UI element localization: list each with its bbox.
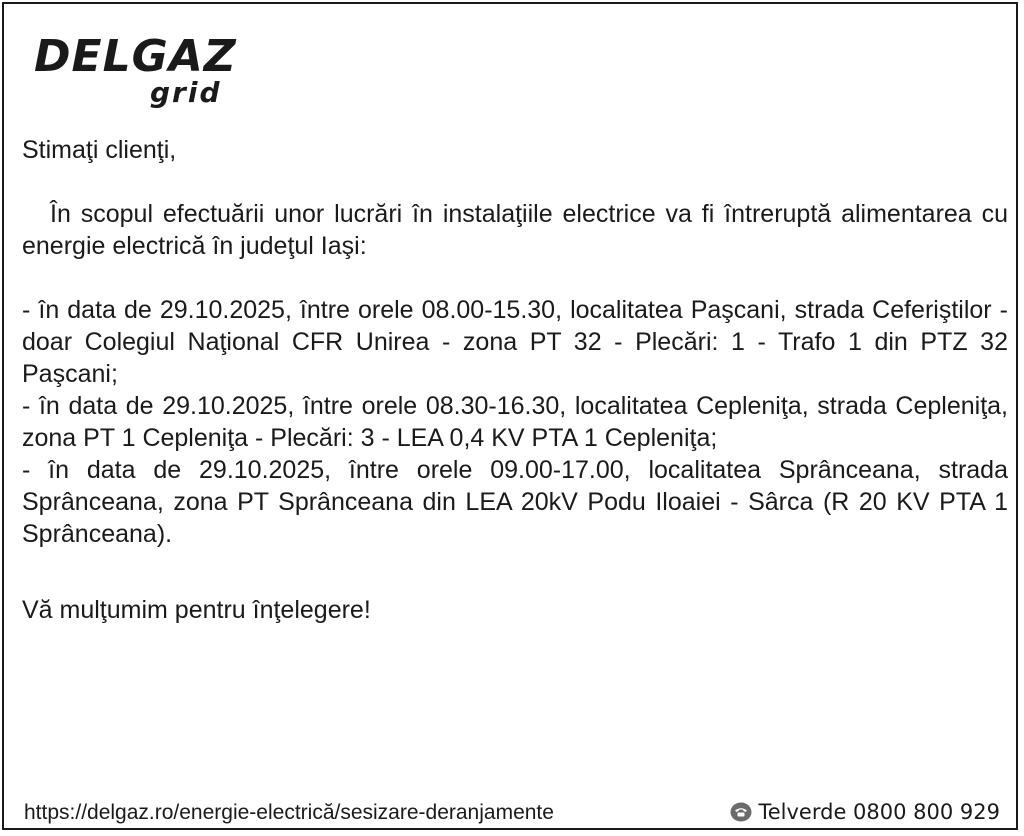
greeting: Stimaţi clienţi, [22, 136, 177, 164]
phone-text: Telverde 0800 800 929 [758, 800, 1000, 824]
closing-line: Vă mulţumim pentru înţelegere! [22, 596, 371, 624]
outage-list [22, 294, 1008, 550]
logo-brand: DELGAZ [34, 31, 237, 82]
footer-url[interactable]: https://delgaz.ro/energie-electrică/sesizare-deranjamente [24, 801, 554, 824]
notice-frame [2, 2, 1018, 830]
outage-item: - în data de 29.10.2025, între orele 08.00-15.30, localitatea Paşcani, strada Ceferiştilor - doar Colegiul Naţional CFR Unirea - zona PT 32 - Plecări: 1 - Trafo 1 din PTZ 32 Paşcani; [22, 296, 1008, 388]
outage-item: - în data de 29.10.2025, între orele 08.30-16.30, localitatea Cepleniţa, strada Cepleniţa, zona PT 1 Cepleniţa - Plecări: 3 - LEA 0,4 KV PTA 1 Cepleniţa; [22, 392, 1008, 452]
footer-phone[interactable] [730, 798, 1000, 826]
outage-item: - în data de 29.10.2025, între orele 09.00-17.00, localitatea Sprânceana, strada Sprânceana, zona PT Sprânceana din LEA 20kV Podu Iloaiei - Sârca (R 20 KV PTA 1 Sprânceana). [22, 456, 1008, 548]
letter-body [22, 134, 1008, 626]
delgaz-grid-logo [34, 31, 237, 112]
logo-sub: grid [150, 76, 222, 109]
telephone-icon [730, 801, 752, 823]
intro-paragraph: În scopul efectuării unor lucrări în instalaţiile electrice va fi întreruptă alimentarea cu energie electrică în judeţul Iaşi: [22, 200, 1008, 260]
